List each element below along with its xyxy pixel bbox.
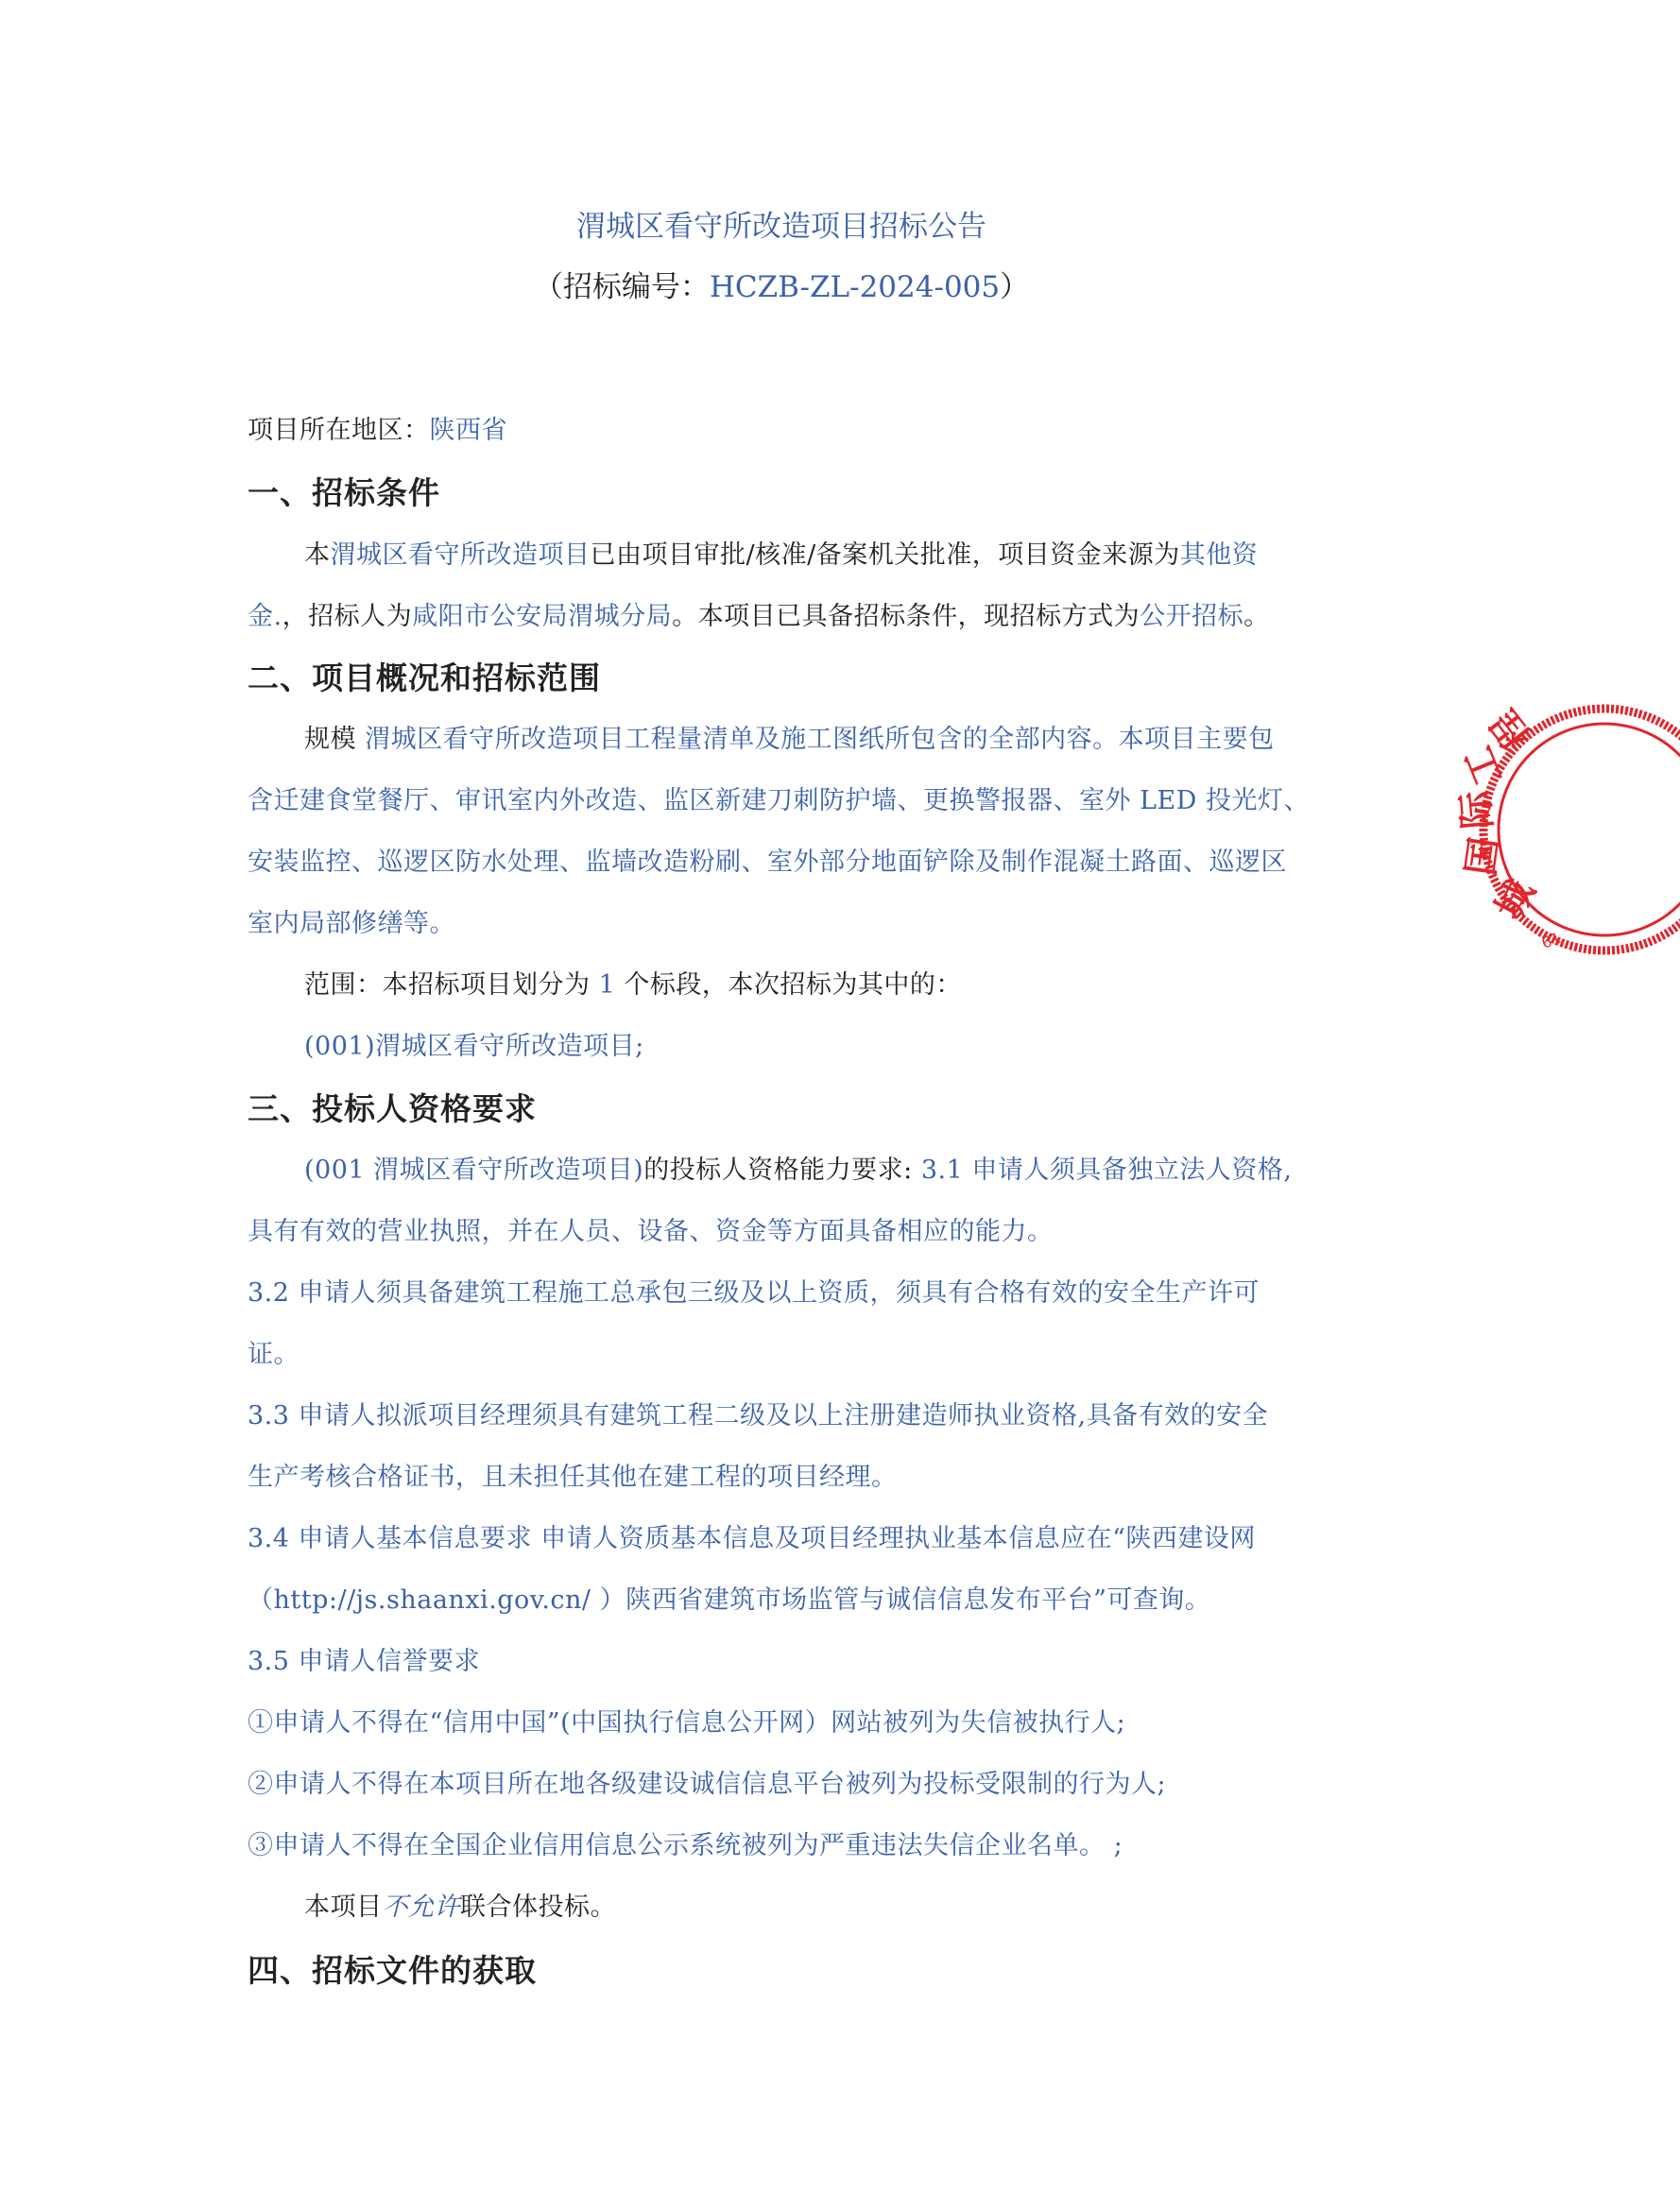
req-3-4-line-2: （http://js.shaanxi.gov.cn/ ）陕西省建筑市场监管与诚信信息发布平台”可查询。 xyxy=(248,1585,1211,1615)
seal-code: 61 xyxy=(1538,928,1564,952)
section-2-heading: 二、项目概况和招标范围 xyxy=(248,660,601,696)
seal-text xyxy=(1453,701,1544,926)
scope-item: (001)渭城区看守所改造项目; xyxy=(304,1032,644,1061)
tender-code: （招标编号：HCZB-ZL-2024-005） xyxy=(533,270,1030,304)
seal-char-4: 工 xyxy=(1455,740,1512,792)
official-seal xyxy=(1452,678,1680,962)
scope-line: 范围：本招标项目划分为 1 个标段，本次招标为其中的： xyxy=(304,970,962,1000)
seal-char-2: 国 xyxy=(1458,834,1508,879)
req-3-3-line-1: 3.3 申请人拟派项目经理须具有建筑工程二级及以上注册建造师执业资格,具备有效的安全 xyxy=(248,1401,1269,1431)
qualification-line-1: (001 渭城区看守所改造项目)的投标人资格能力要求: 3.1 申请人须具备独立法人资格, xyxy=(304,1156,1293,1185)
seal-char-5: 程 xyxy=(1482,701,1540,759)
req-3-4-line-1: 3.4 申请人基本信息要求 申请人资质基本信息及项目经理执业基本信息应在“陕西建设网 xyxy=(248,1524,1256,1553)
credit-item-1: ①申请人不得在“信用中国”(中国执行信息公开网）网站被列为失信被执行人; xyxy=(248,1708,1126,1738)
req-3-2-line-2: 证。 xyxy=(248,1340,300,1369)
credit-item-3: ③申请人不得在全国企业信用信息公示系统被列为严重违法失信企业名单。 ; xyxy=(248,1831,1123,1860)
consortium-line: 本项目不允许联合体投标。 xyxy=(304,1893,616,1922)
seal-char-3: 际 xyxy=(1452,789,1500,831)
scale-line-1: 规模 渭城区看守所改造项目工程量清单及施工图纸所包含的全部内容。本项目主要包 xyxy=(304,725,1275,754)
req-3-3-line-2: 生产考核合格证书，且未担任其他在建工程的项目经理。 xyxy=(248,1463,898,1492)
section-3-heading: 三、投标人资格要求 xyxy=(248,1090,537,1127)
scale-line-2: 含迁建食堂餐厅、审讯室内外改造、监区新建刀刺防护墙、更换警报器、室外 LED 投光灯、 xyxy=(248,786,1310,815)
req-3-2-line-1: 3.2 申请人须具备建筑工程施工总承包三级及以上资质，须具有合格有效的安全生产许可 xyxy=(248,1278,1260,1308)
credit-item-2: ②申请人不得在本项目所在地各级建设诚信信息平台被列为投标受限制的行为人; xyxy=(248,1770,1167,1799)
section-1-heading: 一、招标条件 xyxy=(248,474,440,511)
scale-line-4: 室内局部修缮等。 xyxy=(248,909,455,938)
qualification-line-2: 具有有效的营业执照，并在人员、设备、资金等方面具备相应的能力。 xyxy=(248,1217,1054,1246)
section-1-line-2: 金.，招标人为咸阳市公安局渭城分局。本项目已具备招标条件，现招标方式为公开招标。 xyxy=(248,602,1270,631)
req-3-5: 3.5 申请人信誉要求 xyxy=(248,1647,481,1676)
section-1-line-1: 本渭城区看守所改造项目已由项目审批/核准/备案机关批准，项目资金来源为其他资 xyxy=(304,540,1259,570)
seal-char-1: 城 xyxy=(1486,872,1544,927)
project-region: 项目所在地区：陕西省 xyxy=(248,416,507,445)
document-title: 渭城区看守所改造项目招标公告 xyxy=(576,210,986,244)
scale-line-3: 安装监控、巡逻区防水处理、监墙改造粉刷、室外部分地面铲除及制作混凝土路面、巡逻区 xyxy=(248,848,1287,877)
section-4-heading: 四、招标文件的获取 xyxy=(248,1952,537,1989)
